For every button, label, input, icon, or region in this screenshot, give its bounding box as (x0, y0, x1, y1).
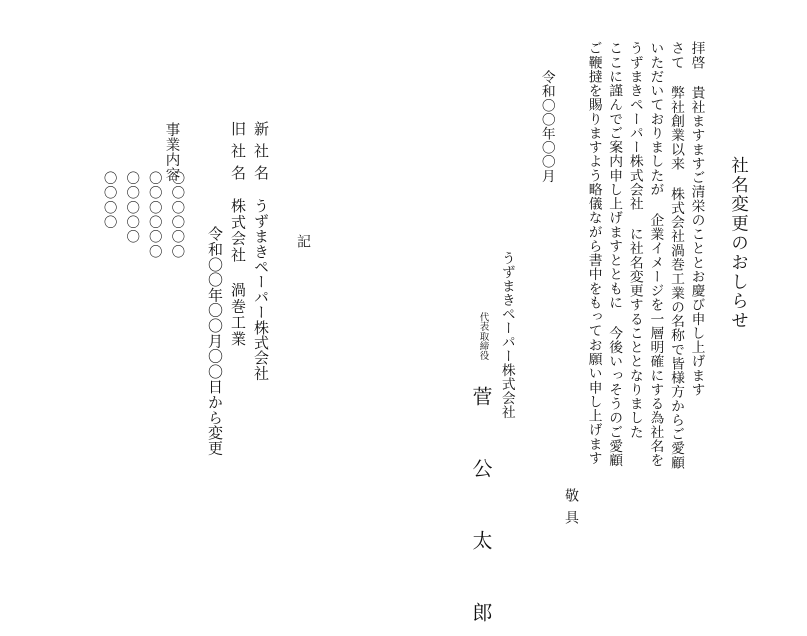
body-line: ご鞭撻を賜りますよう略儀ながら書中をもってお願い申し上げます (585, 41, 602, 465)
new-name-label: 新社名 (252, 121, 270, 187)
old-name-label: 旧社名 (229, 121, 247, 187)
body-line: いただいておりましたが 企業イメージを一層明確にする為社名を (647, 41, 664, 468)
body-line: 拝啓 貴社ますますご清栄のこととお慶び申し上げます (688, 41, 705, 397)
body-line: うずまきペーパー株式会社 に社名変更することとなりました (626, 41, 643, 439)
new-name-row (253, 121, 268, 380)
sender-title: 代表取締役 (477, 312, 489, 361)
letter-body (583, 41, 707, 469)
business-content (97, 171, 187, 259)
business-line: 〇〇〇〇〇 (123, 171, 140, 245)
old-name-row (230, 121, 245, 347)
record-mark: 記 (295, 234, 311, 248)
body-line: さて 弊社創業以来 株式会社渦巻工業の名称で皆様方からご愛顧 (667, 41, 684, 470)
new-name-value: うずまきペーパー株式会社 (252, 198, 270, 381)
business-line: 〇〇〇〇〇〇 (145, 171, 162, 260)
body-line: ここに謹んでご案内申し上げますとともに 今後いっそうのご愛顧 (606, 41, 623, 468)
business-label: 事業内容 (163, 122, 180, 182)
change-date: 令和〇〇年〇〇月〇〇日から変更 (206, 226, 224, 456)
closing-salutation: 敬具 (563, 488, 579, 532)
sender-name: 菅 公 太 郎 (469, 386, 493, 636)
business-line: 〇〇〇〇 (100, 171, 117, 230)
sender-company: うずまきペーパー株式会社 (498, 251, 515, 419)
document-title: 社名変更のおしらせ (728, 156, 749, 331)
business-line: 〇〇〇〇〇〇 (168, 171, 185, 260)
issue-date: 令和〇〇年〇〇月 (538, 70, 555, 183)
old-name-value: 株式会社 渦巻工業 (229, 198, 247, 347)
